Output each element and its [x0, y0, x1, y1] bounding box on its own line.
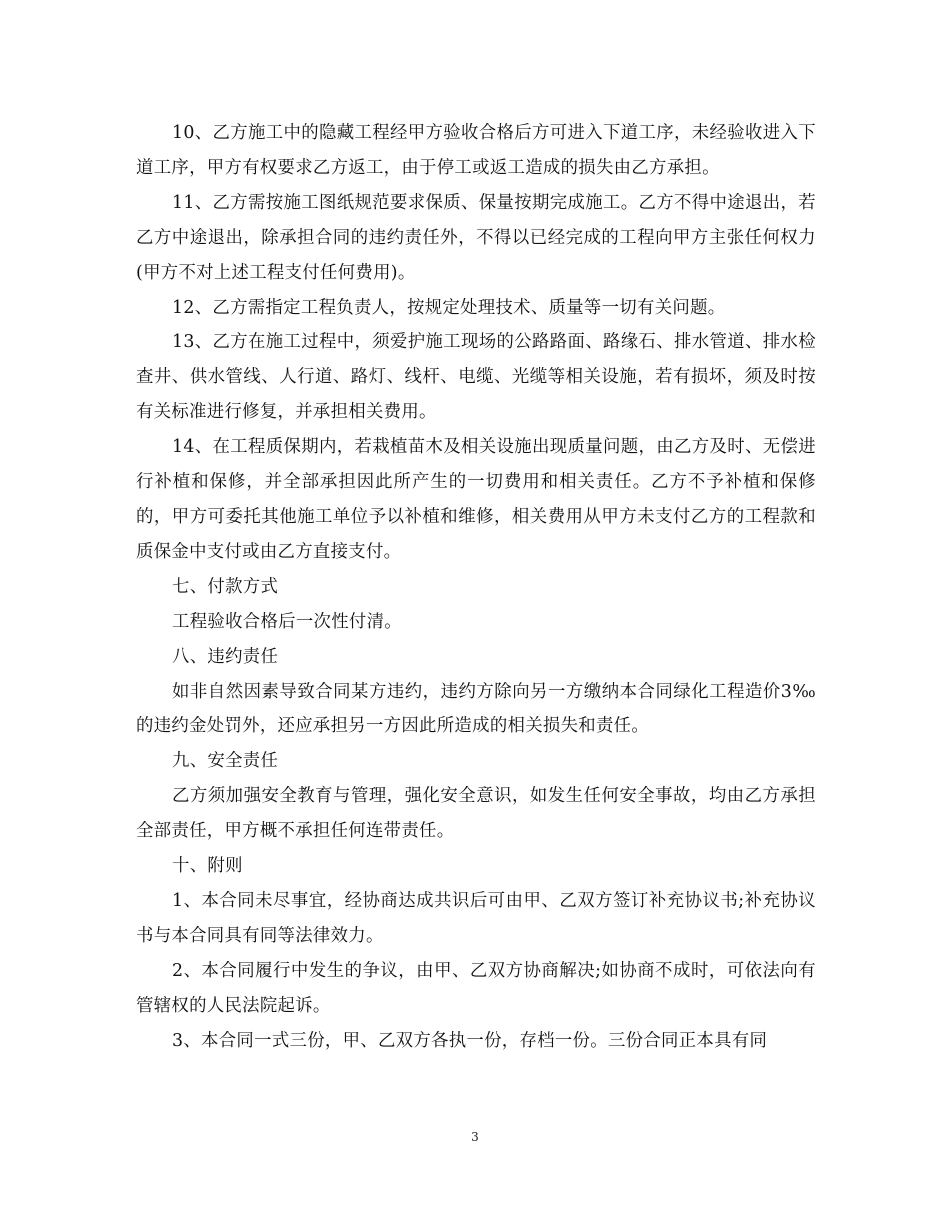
section-heading-payment: 七、付款方式: [172, 576, 279, 597]
clause-12-paragraph: 12、乙方需指定工程负责人，按规定处理技术、质量等一切有关问题。: [172, 297, 726, 318]
clause-11-paragraph: 11、乙方需按施工图纸规范要求保质、保量按期完成施工。乙方不得中途退出，若乙方中途退出，除承担合同的违约责任外，不得以已经完成的工程向甲方主张任何权力(甲方不对上述工程支付任何费用)。: [136, 192, 816, 283]
clause-14-paragraph: 14、在工程质保期内，若栽植苗木及相关设施出现质量问题，由乙方及时、无偿进行补植和保修，并全部承担因此所产生的一切费用和相关责任。乙方不予补植和保修的，甲方可委托其他施工单位予以补植和维修，相关费用从甲方未支付乙方的工程款和质保金中支付或由乙方直接支付。: [136, 437, 816, 562]
appendix-item-1: 1、本合同未尽事宜，经协商达成共识后可由甲、乙双方签订补充协议书;补充协议书与本合同具有同等法律效力。: [136, 890, 816, 946]
section-heading-safety: 九、安全责任: [172, 751, 279, 772]
clause-10-paragraph: 10、乙方施工中的隐藏工程经甲方验收合格后方可进入下道工序，未经验收进入下道工序，甲方有权要求乙方返工，由于停工或返工造成的损失由乙方承担。: [136, 123, 816, 178]
section-heading-appendix: 十、附则: [172, 856, 243, 877]
appendix-item-3: 3、本合同一式三份，甲、乙双方各执一份，存档一份。三份合同正本具有同: [172, 1030, 768, 1051]
breach-paragraph: 如非自然因素导致合同某方违约，违约方除向另一方缴纳本合同绿化工程造价3‰的违约金处罚外，还应承担另一方因此所造成的相关损失和责任。: [136, 681, 816, 737]
page-number: 3: [471, 1130, 479, 1144]
safety-paragraph: 乙方须加强安全教育与管理，强化安全意识，如发生任何安全事故，均由乙方承担全部责任，甲方概不承担任何连带责任。: [136, 786, 816, 842]
document-body: [136, 116, 816, 1058]
section-heading-breach: 八、违约责任: [172, 646, 279, 667]
appendix-item-2: 2、本合同履行中发生的争议，由甲、乙双方协商解决;如协商不成时，可依法向有管辖权的人民法院起诉。: [136, 960, 816, 1016]
payment-paragraph: 工程验收合格后一次性付清。: [172, 611, 402, 632]
clause-13-paragraph: 13、乙方在施工过程中，须爱护施工现场的公路路面、路缘石、排水管道、排水检查井、供水管线、人行道、路灯、线杆、电缆、光缆等相关设施，若有损坏，须及时按有关标准进行修复，并承担相关费用。: [136, 332, 816, 423]
